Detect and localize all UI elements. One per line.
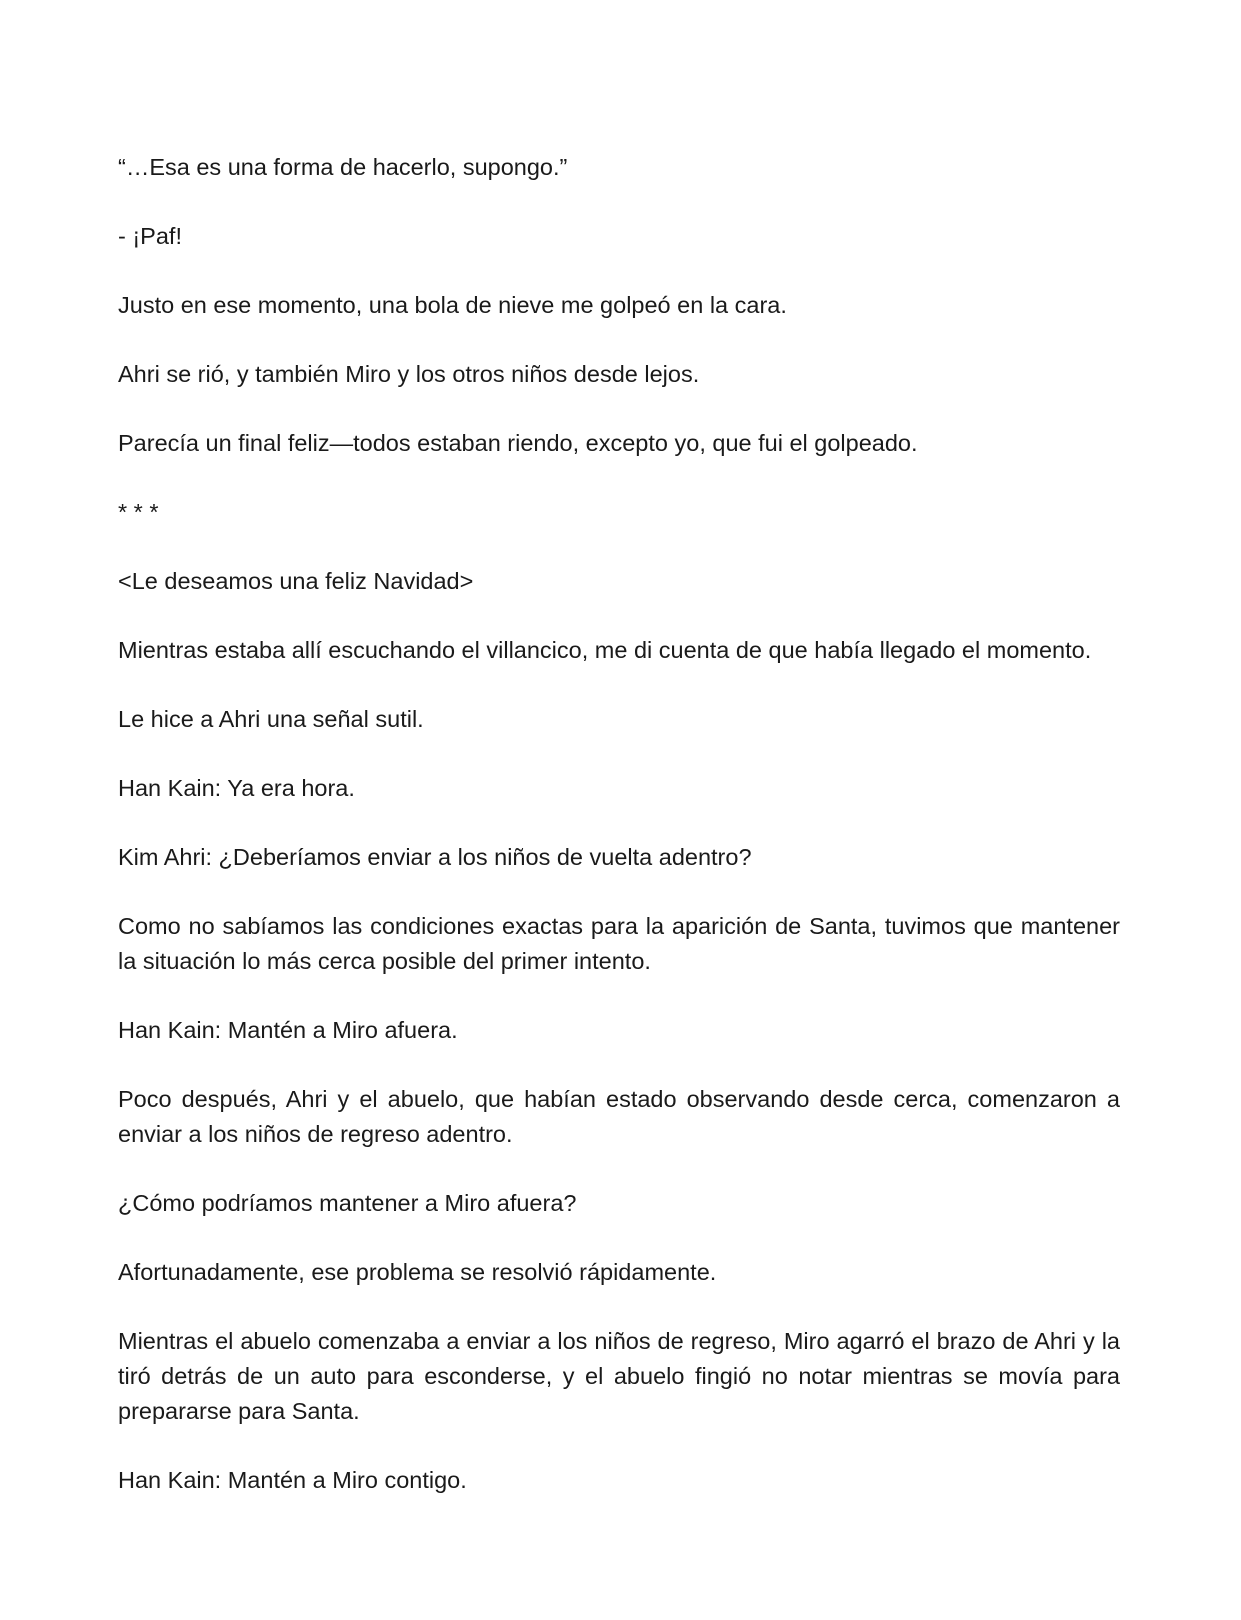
scene-break: * * * <box>118 499 159 525</box>
dialogue-line: Han Kain: Mantén a Miro contigo. <box>118 1467 467 1493</box>
dialogue-line: Han Kain: Ya era hora. <box>118 775 355 801</box>
dialogue-line: Kim Ahri: ¿Deberíamos enviar a los niños de vuelta adentro? <box>118 844 752 870</box>
paragraph: ¿Cómo podríamos mantener a Miro afuera? <box>118 1190 577 1216</box>
paragraph: Afortunadamente, ese problema se resolvió rápidamente. <box>118 1259 717 1285</box>
dialogue-line: Han Kain: Mantén a Miro afuera. <box>118 1017 458 1043</box>
paragraph: “…Esa es una forma de hacerlo, supongo.” <box>118 154 568 180</box>
paragraph: Mientras estaba allí escuchando el villancico, me di cuenta de que había llegado el momento. <box>118 637 1092 663</box>
paragraph: Parecía un final feliz—todos estaban riendo, excepto yo, que fui el golpeado. <box>118 430 918 456</box>
paragraph: <Le deseamos una feliz Navidad> <box>118 568 474 594</box>
paragraph: Poco después, Ahri y el abuelo, que habían estado observando desde cerca, comenzaron a enviar a los niños de regreso adentro. <box>118 1086 1120 1147</box>
paragraph: Mientras el abuelo comenzaba a enviar a los niños de regreso, Miro agarró el brazo de Ahri y la tiró detrás de un auto para esconderse, y el abuelo fingió no notar mientras se movía para prepararse para Santa. <box>118 1328 1120 1424</box>
paragraph: - ¡Paf! <box>118 223 182 249</box>
paragraph: Justo en ese momento, una bola de nieve me golpeó en la cara. <box>118 292 787 318</box>
paragraph: Ahri se rió, y también Miro y los otros niños desde lejos. <box>118 361 700 387</box>
paragraph: Le hice a Ahri una señal sutil. <box>118 706 424 732</box>
paragraph: Como no sabíamos las condiciones exactas para la aparición de Santa, tuvimos que mantener la situación lo más cerca posible del primer intento. <box>118 913 1120 974</box>
document-body <box>118 150 1120 1498</box>
